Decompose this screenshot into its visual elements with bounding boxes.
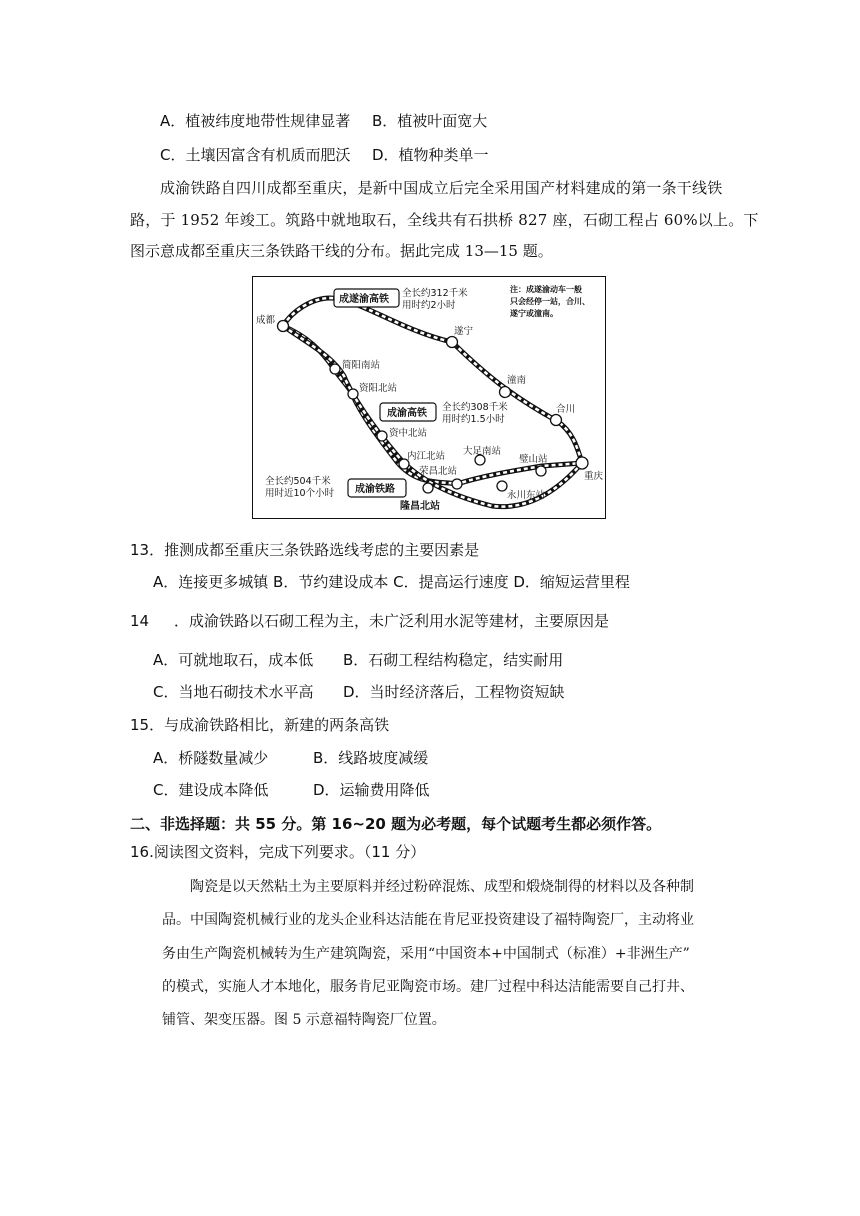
label-chengyu-hsr: 成渝高铁: [387, 408, 427, 419]
q12-option-c: C．土壤因富含有机质而肥沃: [160, 146, 351, 164]
station-tongnan-marker: [500, 387, 511, 398]
station-rongchang-marker: [452, 479, 462, 489]
intro-line-3: 图示意成都至重庆三条铁路干线的分布。据此完成 13—15 题。: [130, 242, 553, 260]
station-tongnan: 潼南: [507, 375, 527, 386]
station-jianyang: 简阳南站: [342, 360, 381, 371]
station-jianyang-marker: [330, 364, 340, 374]
q14-option-a: A．可就地取石，成本低: [153, 651, 314, 669]
intro-line-1: 成渝铁路自四川成都至重庆，是新中国成立后完全采用国产材料建成的第一条干线铁: [160, 179, 723, 197]
q14-option-b: B．石砌工程结构稳定，结实耐用: [343, 651, 564, 669]
q14-number: 14: [130, 612, 150, 630]
map-note-line-1: 注：成遂渝动车一般: [510, 285, 582, 294]
station-chongqing: 重庆: [584, 471, 604, 482]
q16-para-line-3: 务由生产陶瓷机械转为生产建筑陶瓷，采用“中国资本+中国制式（标准）+非洲生产”: [162, 946, 690, 962]
label-chengsuiyu: 成遂渝高铁: [339, 294, 389, 305]
station-suining-marker: [447, 337, 458, 348]
q12-option-b: B．植被叶面宽大: [372, 112, 488, 130]
station-longchang: 隆昌北站: [400, 501, 440, 512]
q16-stem: 16.阅读图文资料，完成下列要求。（11 分）: [130, 843, 426, 861]
q15-option-b: B．线路坡度减缓: [313, 749, 429, 767]
q16-para-line-4: 的模式，实施人才本地化，服务肯尼亚陶瓷市场。建厂过程中科达洁能需要自己打井、: [162, 979, 694, 995]
q12-option-d: D．植物种类单一: [372, 146, 489, 164]
station-neijiang: 内江北站: [407, 451, 446, 462]
q14-option-c: C．当地石砌技术水平高: [153, 683, 314, 701]
label-chengyu-hsr-length: 全长约308千米: [442, 402, 508, 413]
q15-stem: 15．与成渝铁路相比，新建的两条高铁: [130, 716, 390, 734]
station-bishan: 璧山站: [519, 454, 548, 465]
station-yongchuan: 永川东站: [507, 490, 546, 501]
label-chengsuiyu-length: 全长约312千米: [402, 288, 468, 299]
station-hechuan-marker: [551, 415, 562, 426]
q13-stem: 13．推测成都至重庆三条铁路选线考虑的主要因素是: [130, 541, 480, 559]
station-ziyang: 资阳北站: [359, 383, 398, 394]
station-yongchuan-marker: [497, 481, 507, 491]
q16-para-line-2: 品。中国陶瓷机械行业的龙头企业科达洁能在肯尼亚投资建设了福特陶瓷厂，主动将业: [162, 912, 694, 928]
station-hechuan: 合川: [556, 404, 576, 415]
station-rongchang: 荣昌北站: [419, 466, 458, 477]
q14-option-d: D．当时经济落后，工程物资短缺: [343, 683, 565, 701]
q15-option-d: D．运输费用降低: [313, 781, 430, 799]
map-note-line-2: 只会经停一站，合川、: [510, 297, 590, 306]
station-suining: 遂宁: [454, 326, 474, 337]
station-zizhong: 资中北站: [389, 428, 428, 439]
q12-option-a: A．植被纬度地带性规律显著: [160, 112, 351, 130]
q15-option-c: C．建设成本降低: [153, 781, 269, 799]
q16-para-line-5: 铺管、架变压器。图 5 示意福特陶瓷厂位置。: [162, 1012, 446, 1028]
station-longchang-marker: [423, 483, 433, 493]
q16-para-line-1: 陶瓷是以天然粘土为主要原料并经过粉碎混炼、成型和煅烧制得的材料以及各种制: [190, 879, 694, 895]
intro-line-2: 路，于 1952 年竣工。筑路中就地取石，全线共有石拱桥 827 座，石砌工程占 60%以上。下: [130, 211, 759, 229]
q13-options: A．连接更多城镇 B．节约建设成本 C．提高运行速度 D．缩短运营里程: [153, 573, 630, 591]
station-zizhong-marker: [377, 431, 387, 441]
section-2-heading: 二、非选择题：共 55 分。第 16~20 题为必考题，每个试题考生都必须作答。: [130, 815, 662, 833]
label-chengsuiyu-time: 用时约2小时: [402, 300, 456, 311]
station-chengdu: 成都: [256, 315, 276, 326]
label-chengyu-hsr-time: 用时约1.5小时: [442, 414, 505, 425]
label-chengyu: 成渝铁路: [355, 484, 395, 495]
label-chengyu-time: 用时近10个小时: [265, 488, 335, 499]
station-chengdu-marker: [278, 321, 289, 332]
station-ziyang-marker: [348, 389, 358, 399]
map-note-line-3: 遂宁或潼南。: [510, 309, 558, 318]
q15-option-a: A．桥隧数量减少: [153, 749, 269, 767]
railway-map: [252, 276, 606, 519]
label-chengyu-length: 全长约504千米: [265, 476, 331, 487]
station-chongqing-marker: [576, 457, 588, 469]
q14-stem: ．成渝铁路以石砌工程为主，未广泛利用水泥等建材，主要原因是: [174, 612, 610, 630]
station-bishan-marker: [536, 466, 546, 476]
station-dazu: 大足南站: [463, 446, 502, 457]
